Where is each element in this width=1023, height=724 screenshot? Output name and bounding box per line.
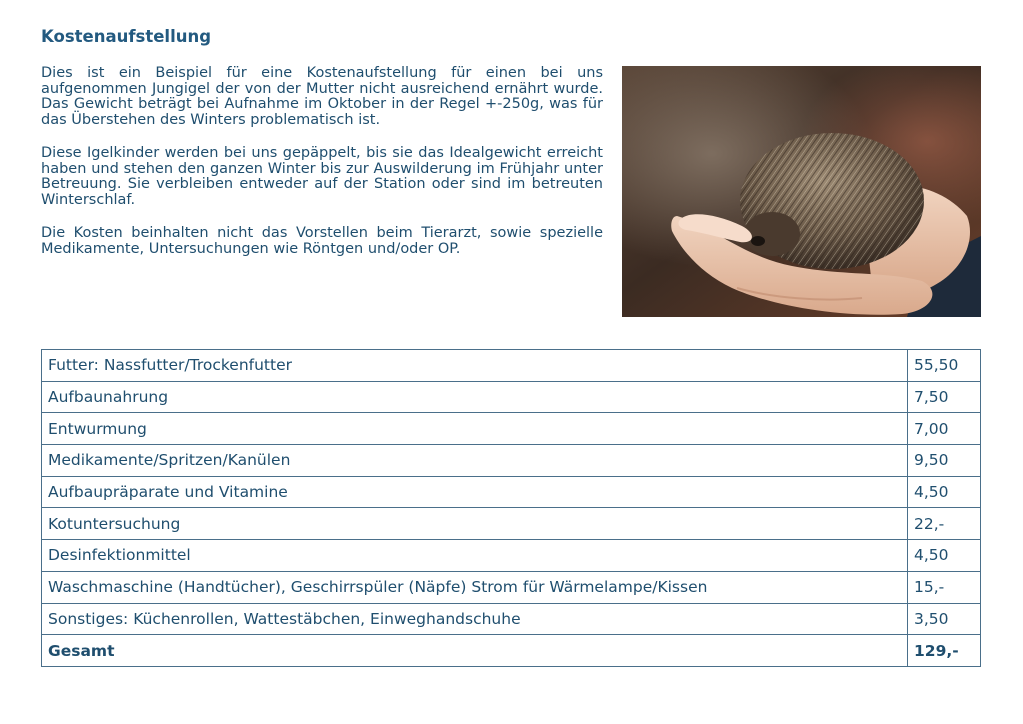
cost-amount: 7,00 <box>908 413 981 445</box>
table-row <box>42 381 981 413</box>
cost-table <box>41 349 981 667</box>
table-row <box>42 571 981 603</box>
table-row <box>42 508 981 540</box>
cost-amount: 22,- <box>908 508 981 540</box>
table-row <box>42 603 981 635</box>
cost-label: Kotuntersuchung <box>42 508 908 540</box>
cost-label: Desinfektionmittel <box>42 540 908 572</box>
intro-paragraph: Dies ist ein Beispiel für eine Kostenaufstellung für einen bei uns aufgenommen Jungigel der von der Mutter nicht ausreichend ernährt wurde. Das Gewicht beträgt bei Aufnahme im Oktober in der Regel +-250g, was für das Überstehen des Winters problematisch ist. <box>41 65 603 128</box>
total-row <box>42 635 981 667</box>
cost-amount: 4,50 <box>908 540 981 572</box>
table-row <box>42 350 981 382</box>
table-row <box>42 413 981 445</box>
cost-label: Aufbaunahrung <box>42 381 908 413</box>
intro-paragraph: Diese Igelkinder werden bei uns gepäppelt, bis sie das Idealgewicht erreicht haben und stehen den ganzen Winter bis zur Auswilderung im Frühjahr unter Betreuung. Sie verbleiben entweder auf der Station oder sind im betreuten Winterschlaf. <box>41 145 603 208</box>
cost-amount: 3,50 <box>908 603 981 635</box>
table-row <box>42 445 981 477</box>
intro-paragraph: Die Kosten beinhalten nicht das Vorstellen beim Tierarzt, sowie spezielle Medikamente, Untersuchungen wie Röntgen und/oder OP. <box>41 225 603 257</box>
total-label: Gesamt <box>42 635 908 667</box>
cost-amount: 4,50 <box>908 476 981 508</box>
cost-label: Futter: Nassfutter/Trockenfutter <box>42 350 908 382</box>
cost-amount: 15,- <box>908 571 981 603</box>
intro-text <box>41 66 603 275</box>
cost-label: Sonstiges: Küchenrollen, Wattestäbchen, Einweghandschuhe <box>42 603 908 635</box>
cost-label: Waschmaschine (Handtücher), Geschirrspüler (Näpfe) Strom für Wärmelampe/Kissen <box>42 571 908 603</box>
cost-label: Aufbaupräparate und Vitamine <box>42 476 908 508</box>
table-row <box>42 476 981 508</box>
table-row <box>42 540 981 572</box>
cost-amount: 7,50 <box>908 381 981 413</box>
cost-amount: 55,50 <box>908 350 981 382</box>
hedgehog-photo <box>622 66 981 317</box>
total-amount: 129,- <box>908 635 981 667</box>
page-title: Kostenaufstellung <box>41 27 212 46</box>
cost-label: Medikamente/Spritzen/Kanülen <box>42 445 908 477</box>
cost-amount: 9,50 <box>908 445 981 477</box>
cost-label: Entwurmung <box>42 413 908 445</box>
